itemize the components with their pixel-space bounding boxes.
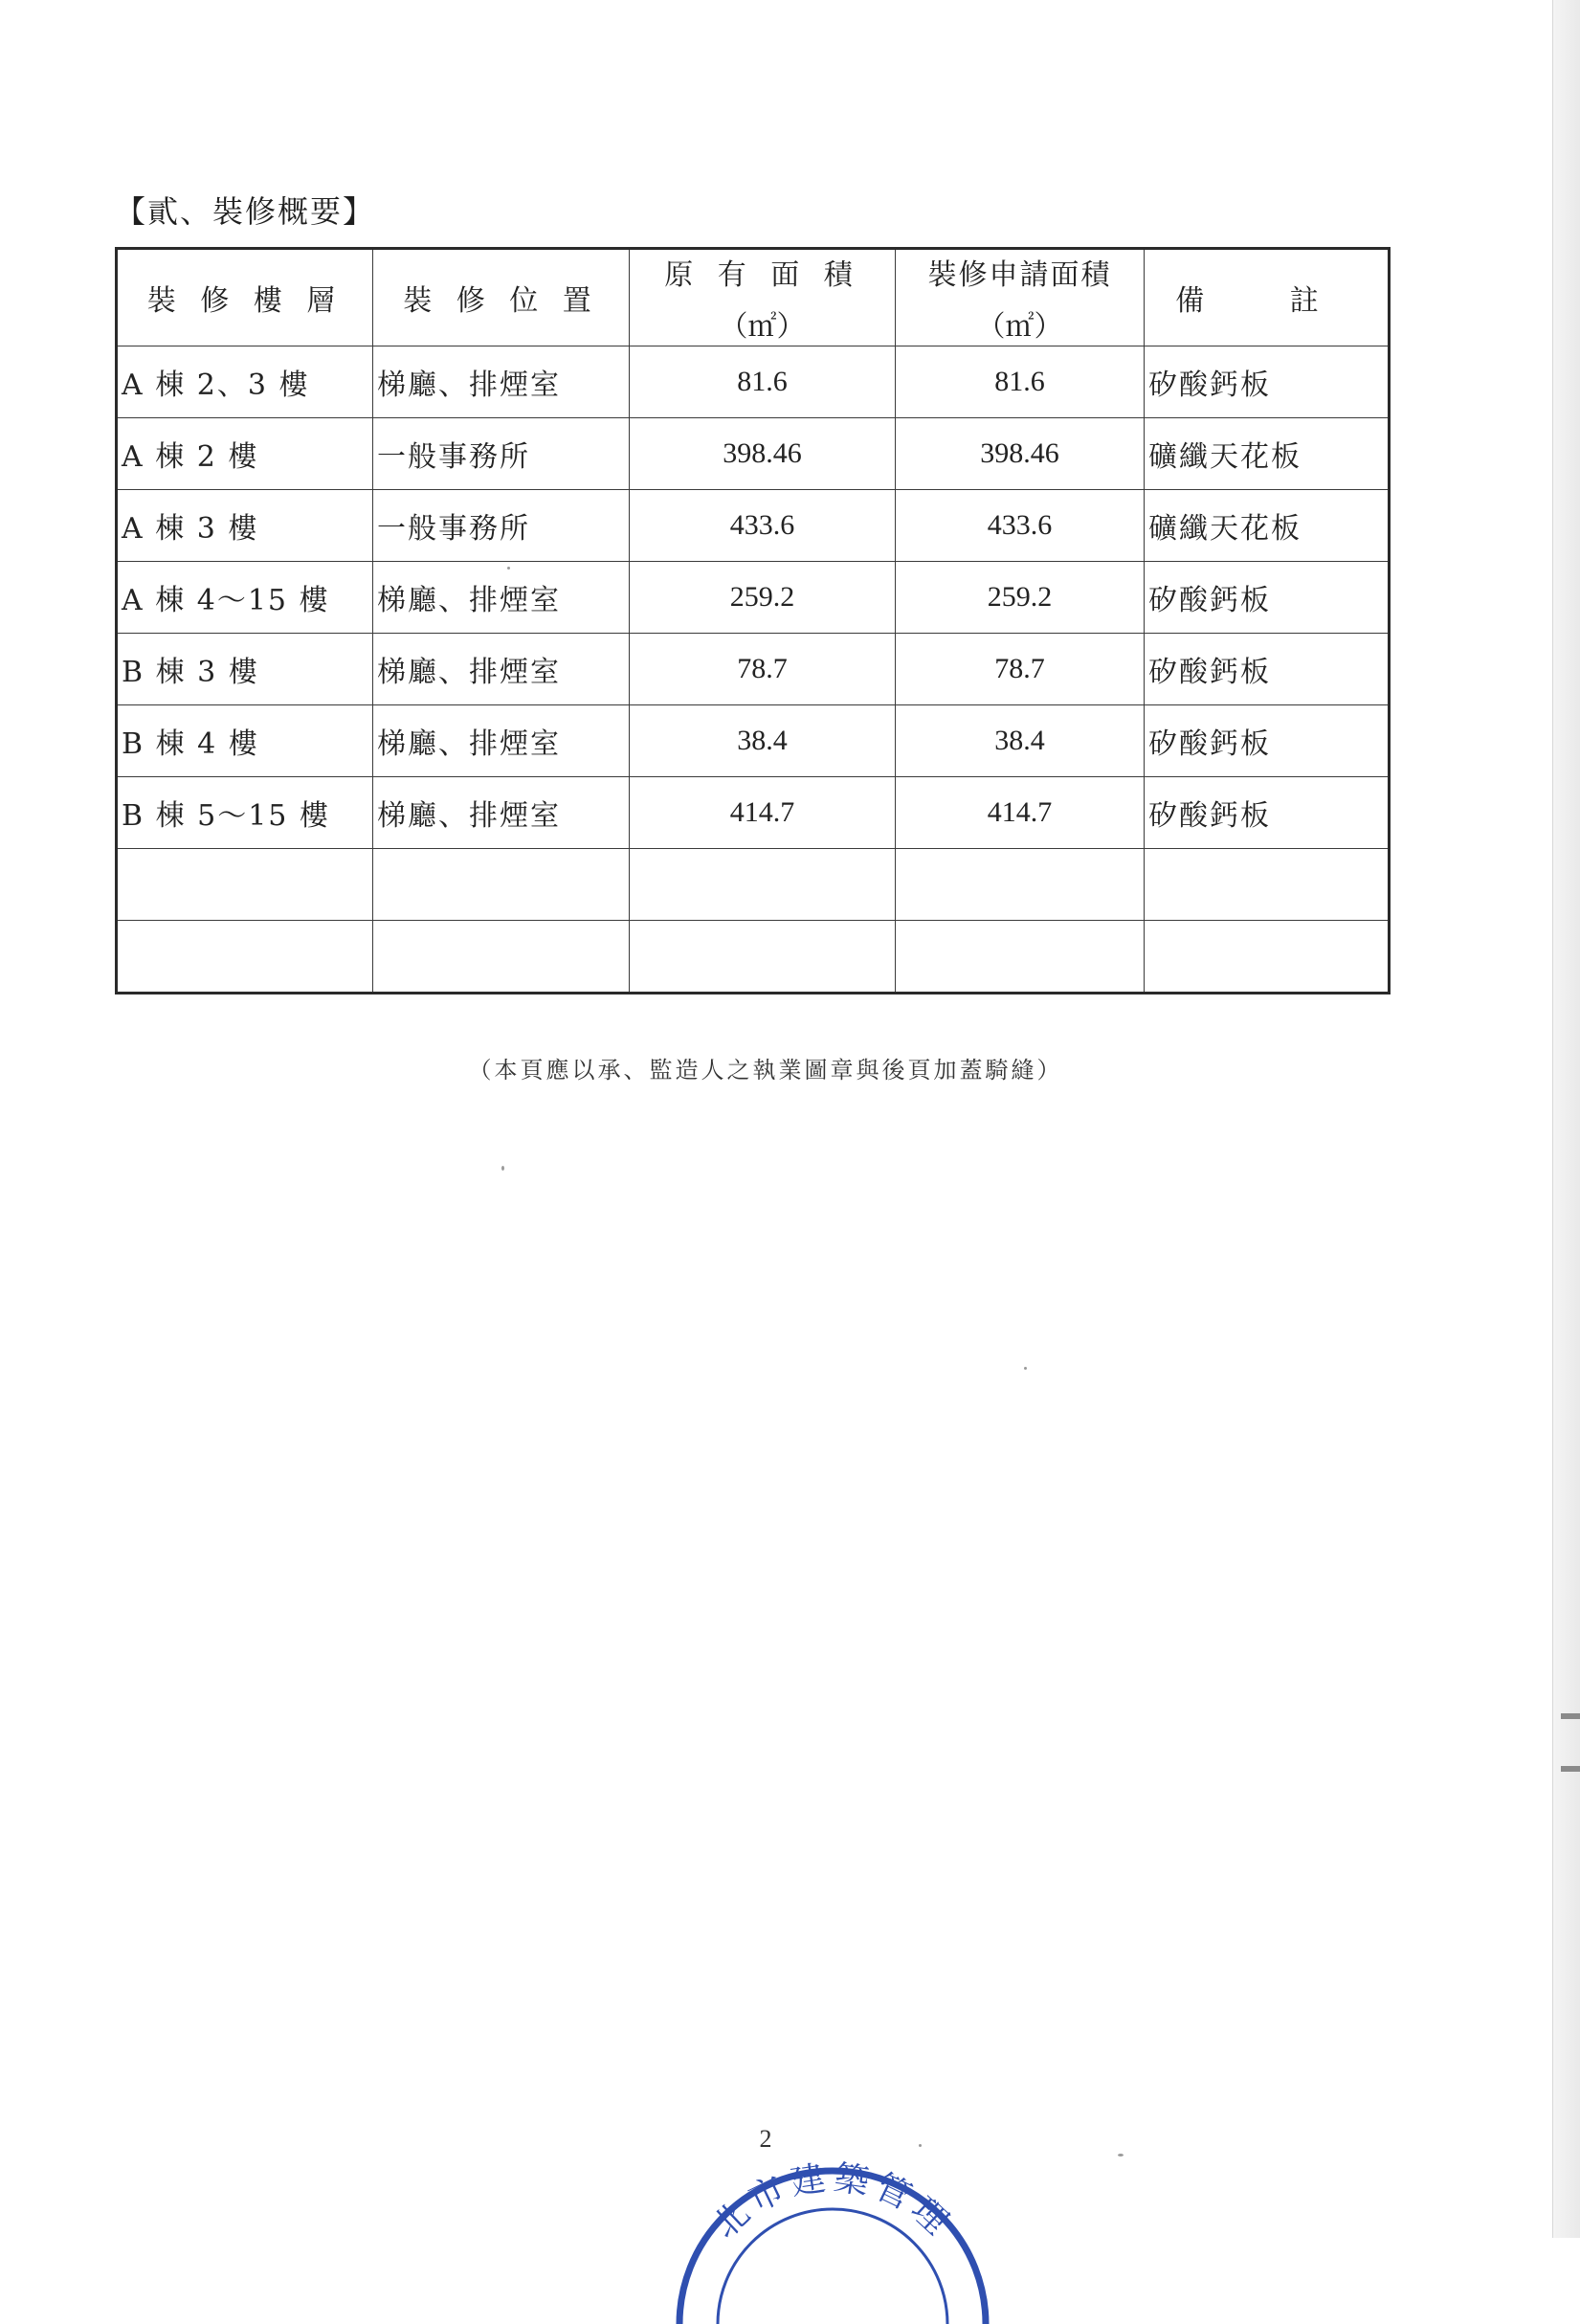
table-row: [117, 490, 1390, 562]
cell-remarks: 矽酸鈣板: [1145, 346, 1390, 418]
scanned-page-edge: [1552, 0, 1580, 2238]
table-row: [117, 634, 1390, 705]
table-row: [117, 777, 1390, 849]
header-applied-area-label: 裝修申請面積: [927, 258, 1112, 292]
header-location: 裝 修 位 置: [373, 249, 630, 346]
cell-remarks: 矽酸鈣板: [1145, 562, 1390, 634]
cell-remarks: 礦纖天花板: [1145, 490, 1390, 562]
cell-remarks: [1145, 921, 1390, 994]
cell-original-area: 414.7: [630, 777, 896, 849]
official-seal-stamp: [670, 2133, 995, 2324]
scan-speck: [1024, 1367, 1027, 1370]
cell-floor: B 棟 4 樓: [117, 705, 373, 777]
cell-original-area: 38.4: [630, 705, 896, 777]
cell-original-area: [630, 921, 896, 994]
cell-location: [373, 921, 630, 994]
table-row: [117, 418, 1390, 490]
section-title: 【貳、裝修概要】: [115, 193, 376, 230]
header-floor: 裝 修 樓 層: [117, 249, 373, 346]
cell-location: 梯廳、排煙室: [373, 346, 630, 418]
cell-floor: B 棟 5～15 樓: [117, 777, 373, 849]
cell-location: [373, 849, 630, 921]
cell-location: 梯廳、排煙室: [373, 634, 630, 705]
cell-applied-area: [896, 921, 1145, 994]
scan-speck: [507, 567, 510, 570]
header-original-area: [630, 249, 896, 346]
cell-floor: A 棟 3 樓: [117, 490, 373, 562]
table-row-empty: [117, 849, 1390, 921]
table-row: [117, 562, 1390, 634]
scan-edge-mark: [1561, 1713, 1580, 1719]
cell-applied-area: 81.6: [896, 346, 1145, 418]
cell-applied-area: 78.7: [896, 634, 1145, 705]
cell-applied-area: 259.2: [896, 562, 1145, 634]
cell-applied-area: 433.6: [896, 490, 1145, 562]
table-row: [117, 705, 1390, 777]
cell-original-area: [630, 849, 896, 921]
cell-location: 梯廳、排煙室: [373, 777, 630, 849]
header-remarks: 備 註: [1145, 249, 1390, 346]
cell-original-area: 398.46: [630, 418, 896, 490]
cell-floor: [117, 849, 373, 921]
header-original-area-unit: （㎡）: [719, 310, 806, 344]
cell-floor: A 棟 4～15 樓: [117, 562, 373, 634]
cell-floor: A 棟 2 樓: [117, 418, 373, 490]
scan-speck: [1118, 2154, 1124, 2156]
scan-speck: [501, 1166, 504, 1171]
cell-floor: B 棟 3 樓: [117, 634, 373, 705]
cell-original-area: 259.2: [630, 562, 896, 634]
cell-original-area: 81.6: [630, 346, 896, 418]
cell-floor: [117, 921, 373, 994]
renovation-summary-table: [115, 247, 1391, 994]
cell-original-area: 78.7: [630, 634, 896, 705]
cell-location: 一般事務所: [373, 490, 630, 562]
cell-applied-area: 398.46: [896, 418, 1145, 490]
table-row-empty: [117, 921, 1390, 994]
cell-remarks: 矽酸鈣板: [1145, 634, 1390, 705]
cell-remarks: 矽酸鈣板: [1145, 705, 1390, 777]
cell-original-area: 433.6: [630, 490, 896, 562]
header-original-area-label: 原 有 面 積: [664, 258, 860, 292]
cell-remarks: 礦纖天花板: [1145, 418, 1390, 490]
cell-location: 一般事務所: [373, 418, 630, 490]
cell-applied-area: 38.4: [896, 705, 1145, 777]
header-applied-area: [896, 249, 1145, 346]
cell-location: 梯廳、排煙室: [373, 705, 630, 777]
table-header-row: [117, 249, 1390, 346]
page-number: 2: [759, 2125, 772, 2153]
cell-remarks: [1145, 849, 1390, 921]
cell-floor: A 棟 2、3 樓: [117, 346, 373, 418]
header-applied-area-unit: （㎡）: [976, 310, 1063, 344]
cell-applied-area: [896, 849, 1145, 921]
cell-applied-area: 414.7: [896, 777, 1145, 849]
cell-location: 梯廳、排煙室: [373, 562, 630, 634]
seal-text: 北市建築管理: [705, 2157, 960, 2246]
cell-remarks: 矽酸鈣板: [1145, 777, 1390, 849]
table-row: [117, 346, 1390, 418]
footnote: （本頁應以承、監造人之執業圖章與後頁加蓋騎縫）: [468, 1057, 1063, 1084]
scan-edge-mark: [1561, 1766, 1580, 1772]
